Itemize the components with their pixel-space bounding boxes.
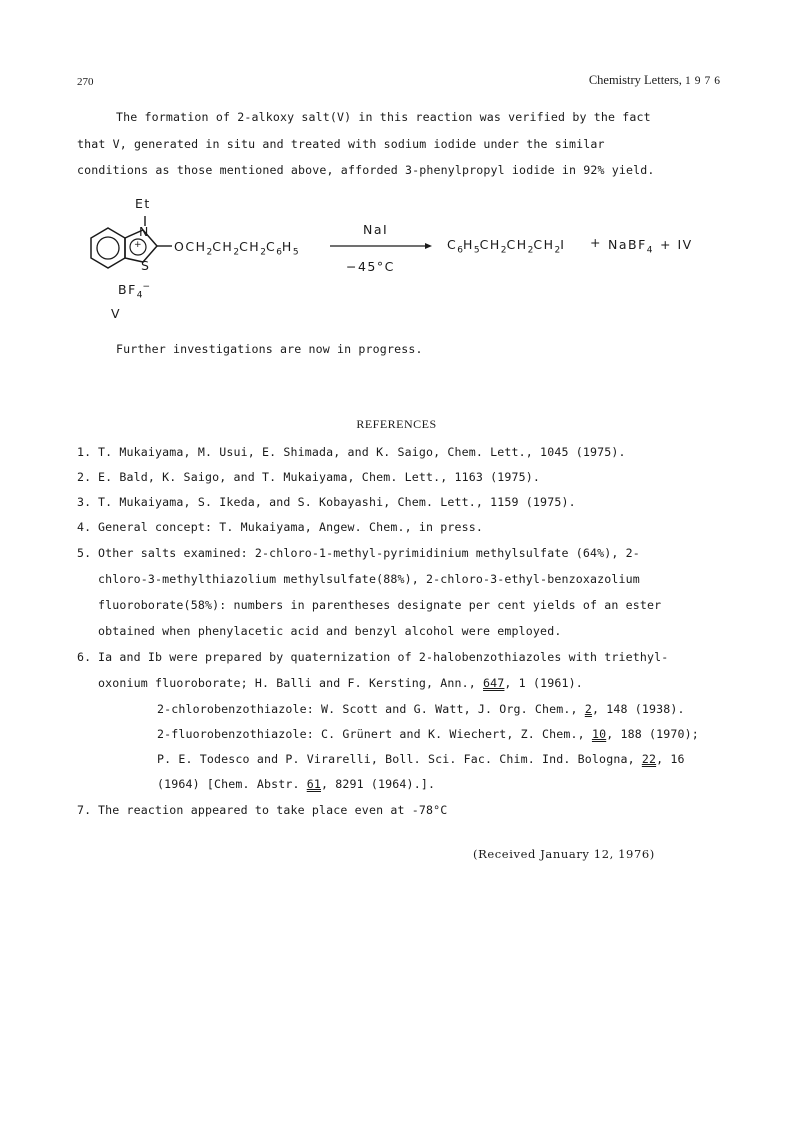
plus-sign: + [590, 235, 602, 250]
intro-line-2: that V, generated in situ and treated with sodium iodide under the similar [77, 137, 605, 151]
product-iv: + IV [660, 237, 693, 252]
reference-3: T. Mukaiyama, S. Ikeda, and S. Kobayashi, Chem. Lett., 1159 (1975). [98, 495, 576, 509]
reference-6-line-1: Ia and Ib were prepared by quaternization of 2-halobenzothiazoles with triethyl- [98, 650, 669, 664]
reference-5-line-4: obtained when phenylacetic acid and benzyl alcohol were employed. [98, 624, 562, 638]
charge-label: + [134, 240, 144, 250]
ref-number-6: 6. [77, 650, 92, 664]
reference-5-line-2: chloro-3-methylthiazolium methylsulfate(88%), 2-chloro-3-ethyl-benzoxazolium [98, 572, 640, 586]
ref-number-4: 4. [77, 520, 92, 534]
reference-6-line-4: 2-fluorobenzothiazole: C. Grünert and K. Wiechert, Z. Chem., 10, 188 (1970); [157, 727, 699, 741]
product-iodide: $C_6H_5CH_2CH_2CH_2I$ [447, 237, 566, 256]
intro-line-3: conditions as those mentioned above, afforded 3-phenylpropyl iodide in 92% yield. [77, 163, 655, 177]
reference-5-line-1: Other salts examined: 2-chloro-1-methyl-pyrimidinium methylsulfate (64%), 2- [98, 546, 640, 560]
journal-name: Chemistry Letters, [588, 73, 682, 87]
received-date: (Received January 12, 1976) [473, 847, 655, 861]
reference-6-line-6: (1964) [Chem. Abstr. 61, 8291 (1964).]. [157, 777, 436, 791]
reagent-label: NaI [363, 222, 389, 237]
nitrogen-label: N [139, 224, 150, 239]
reference-6-line-5: P. E. Todesco and P. Virarelli, Boll. Sci. Fac. Chim. Ind. Bologna, 22, 16 [157, 752, 685, 766]
page-number: 270 [77, 76, 94, 88]
benzothiazolium-structure [80, 196, 730, 326]
reference-7: The reaction appeared to take place even at -78°C [98, 803, 448, 817]
counterion-label: $BF_4^-$ [118, 282, 151, 301]
reference-1: T. Mukaiyama, M. Usui, E. Shimada, and K. Saigo, Chem. Lett., 1045 (1975). [98, 445, 626, 459]
reference-4: General concept: T. Mukaiyama, Angew. Chem., in press. [98, 520, 484, 534]
product-nabf4: NaBF$_4$ [608, 237, 653, 256]
ethyl-label: Et [135, 196, 151, 211]
reference-5-line-3: fluoroborate(58%): numbers in parentheses designate per cent yields of an ester [98, 598, 662, 612]
reference-2: E. Bald, K. Saigo, and T. Mukaiyama, Chem. Lett., 1163 (1975). [98, 470, 541, 484]
reference-6-line-3: 2-chlorobenzothiazole: W. Scott and G. Watt, J. Org. Chem., 2, 148 (1938). [157, 702, 685, 716]
ref-number-7: 7. [77, 803, 92, 817]
running-head [589, 73, 724, 88]
alkoxy-substituent: $OCH_2CH_2CH_2C_6H_5$ [174, 239, 299, 258]
sulfur-label: S [141, 258, 151, 273]
ref-number-5: 5. [77, 546, 92, 560]
reaction-scheme [80, 196, 730, 326]
temperature-label: −45°C [346, 259, 395, 274]
references-heading: REFERENCES [356, 417, 437, 431]
compound-v-label: V [111, 306, 122, 321]
ref-number-3: 3. [77, 495, 92, 509]
ref-number-2: 2. [77, 470, 92, 484]
ref-number-1: 1. [77, 445, 92, 459]
intro-line-1: The formation of 2-alkoxy salt(V) in this reaction was verified by the fact [116, 110, 651, 124]
further-line: Further investigations are now in progress. [116, 342, 423, 356]
journal-year: 1976 [685, 75, 724, 87]
reference-6-line-2: oxonium fluoroborate; H. Balli and F. Kersting, Ann., 647, 1 (1961). [98, 676, 583, 690]
